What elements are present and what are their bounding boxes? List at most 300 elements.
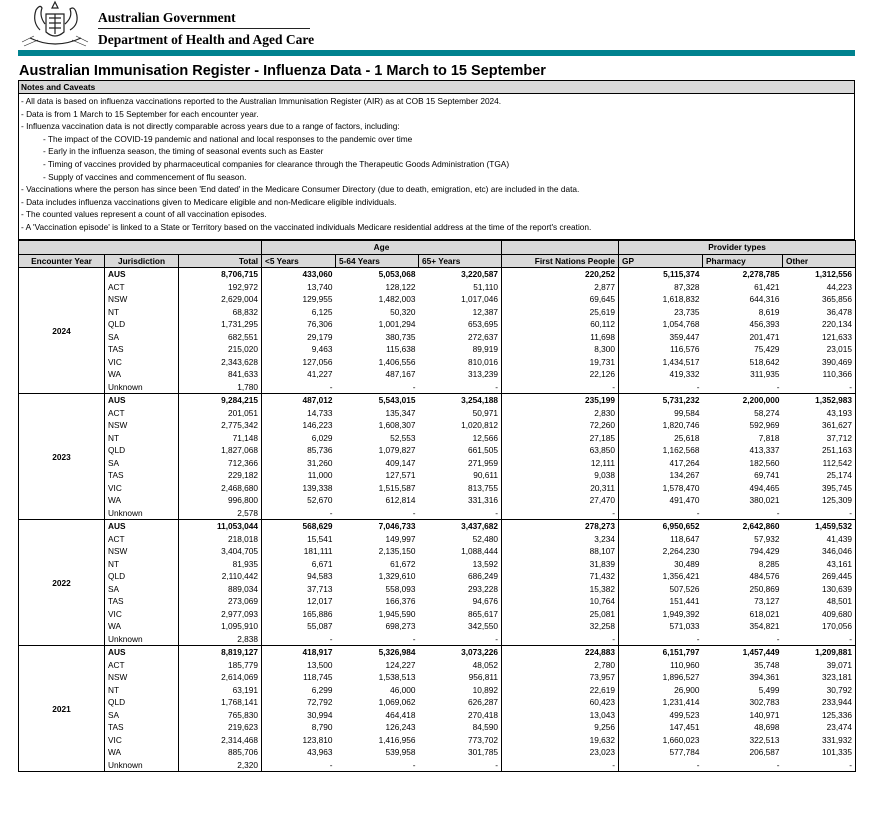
other-cell: 361,627 [783,419,856,432]
department-name: Department of Health and Aged Care [98,32,315,47]
other-cell: 25,174 [783,469,856,482]
accent-bar [18,50,855,56]
pharmacy-cell: - [703,633,783,646]
under5-cell: 14,733 [307,407,333,418]
coat-of-arms-icon [18,0,93,50]
pharmacy-header: Pharmacy [703,254,783,268]
other-cell: 121,633 [783,331,856,344]
table-row [19,633,856,646]
pharmacy-cell: 57,932 [754,533,780,544]
other-cell: 220,134 [783,318,856,331]
total-cell: 996,800 [179,494,262,507]
age-5-64-cell: 612,814 [385,495,416,506]
table-row [19,356,856,369]
age-5-64-cell: - [336,381,419,394]
first-nations-header: First Nations People [502,254,619,268]
age-65plus-cell: 10,892 [419,684,502,697]
other-cell: - [783,381,856,394]
other-cell: - [783,633,856,646]
first-nations-cell: 2,877 [502,281,619,294]
age-5-64-cell: 5,543,015 [336,394,419,407]
encounter-year-cell: 2022 [19,520,105,646]
blank-header-cell [19,241,262,255]
pharmacy-cell: - [703,759,783,772]
jurisdiction-cell: AUS [105,646,179,659]
jurisdiction-cell: NT [105,684,179,697]
jurisdiction-cell: WA [105,746,179,759]
gp-cell: 1,162,568 [662,445,700,456]
age-65plus-cell: 12,387 [419,306,502,319]
pharmacy-cell: 75,429 [754,344,780,355]
pharmacy-cell: 518,642 [749,356,780,367]
under5-cell: 11,000 [307,470,333,481]
under5-cell: - [262,507,336,520]
jurisdiction-cell: SA [105,583,179,596]
age-65plus-cell: 272,637 [419,331,502,344]
other-cell: 23,015 [783,343,856,356]
pharmacy-cell: 58,274 [754,407,780,418]
gp-cell: 5,115,374 [619,268,703,281]
total-cell: 63,191 [179,684,262,697]
age-65plus-cell: - [419,759,502,772]
gp-cell: 1,896,527 [662,672,700,683]
other-cell: 39,071 [783,659,856,672]
pharmacy-cell: 794,429 [749,546,780,557]
first-nations-cell: 15,382 [502,583,619,596]
first-nations-cell: 73,957 [502,671,619,684]
age-5-64-cell: 5,053,068 [336,268,419,281]
age-5-64-cell: 1,538,513 [378,672,416,683]
jurisdiction-cell: TAS [105,595,179,608]
age-65plus-cell: 271,959 [419,457,502,470]
gp-cell: 151,441 [669,596,700,607]
pharmacy-cell: 322,513 [749,734,780,745]
jurisdiction-cell: NSW [105,293,179,306]
age-65plus-cell: 270,418 [419,709,502,722]
other-cell: 1,352,983 [783,394,856,407]
age-5-64-cell: 166,376 [385,596,416,607]
table-row [19,482,856,495]
age-5-64-cell: 539,958 [385,747,416,758]
age-65plus-cell: 90,611 [419,469,502,482]
total-cell: 185,779 [179,659,262,672]
gp-cell: 1,054,768 [662,319,700,330]
jurisdiction-cell: Unknown [105,633,179,646]
age-5-64-cell: 1,069,062 [378,697,416,708]
age-65plus-cell: 94,676 [419,595,502,608]
table-row [19,293,856,306]
note-item: - Data includes influenza vaccinations given to Medicare eligible and non-Medicare eligible individuals. [21,196,397,207]
total-cell: 2,320 [179,759,262,772]
jurisdiction-cell: ACT [105,407,179,420]
other-cell: 43,193 [783,407,856,420]
age-65plus-cell: 1,017,046 [419,293,502,306]
first-nations-cell: 27,470 [502,494,619,507]
note-item: - Early in the influenza season, the timing of seasonal events such as Easter [43,146,324,157]
gp-cell: 571,033 [669,621,700,632]
age-5-64-cell: 135,347 [385,407,416,418]
jurisdiction-cell: NT [105,306,179,319]
pharmacy-cell: 206,587 [749,747,780,758]
age-5-64-cell: 380,735 [385,331,416,342]
total-cell: 273,069 [179,595,262,608]
pharmacy-cell: 8,619 [758,306,780,317]
total-cell: 2,838 [179,633,262,646]
pharmacy-cell: 61,421 [754,281,780,292]
pharmacy-cell: 182,560 [749,457,780,468]
jurisdiction-cell: NT [105,432,179,445]
under5-cell: 55,087 [307,621,333,632]
total-cell: 1,095,910 [179,620,262,633]
jurisdiction-cell: QLD [105,444,179,457]
age-5-64-cell: 1,079,827 [378,445,416,456]
jurisdiction-cell: QLD [105,318,179,331]
age-65plus-cell: 661,505 [419,444,502,457]
first-nations-cell: 88,107 [502,545,619,558]
pharmacy-cell: - [703,381,783,394]
total-cell: 682,551 [179,331,262,344]
note-item: - Timing of vaccines provided by pharmaceutical companies for clearance through the Therapeutic Goods Administration (TGA) [43,158,510,169]
column-header-row [19,254,856,268]
under5-cell: 123,810 [302,734,333,745]
age-5-64-cell: 46,000 [390,684,416,695]
first-nations-cell: 9,256 [502,721,619,734]
table-row [19,570,856,583]
jurisdiction-cell: Unknown [105,381,179,394]
other-cell: 331,932 [783,734,856,747]
gp-cell: 1,820,746 [662,420,700,431]
first-nations-cell: - [502,759,619,772]
pharmacy-cell: 69,741 [754,470,780,481]
other-cell: 1,459,532 [783,520,856,533]
age-5-64-cell: 2,135,150 [378,546,416,557]
first-nations-cell: 60,423 [502,696,619,709]
under5-cell: 6,299 [311,684,333,695]
total-cell: 2,614,069 [179,671,262,684]
influenza-data-table [18,240,856,772]
age-5-64-cell: 698,273 [385,621,416,632]
gp-cell: 417,264 [669,457,700,468]
pharmacy-cell: 413,337 [749,445,780,456]
gp-cell: 134,267 [669,470,700,481]
pharmacy-cell: 48,698 [754,722,780,733]
under5-cell: 41,227 [307,369,333,380]
under5-cell: 13,740 [307,281,333,292]
age-5-64-cell: 558,093 [385,583,416,594]
other-header: Other [783,254,856,268]
age-5-64-cell: 409,147 [385,457,416,468]
gp-cell: 499,523 [669,709,700,720]
first-nations-cell: 72,260 [502,419,619,432]
age-5-64-cell: 1,416,956 [378,734,416,745]
gp-cell: 87,328 [674,281,700,292]
under5-cell: - [262,633,336,646]
other-cell: 125,336 [783,709,856,722]
age-5-64-cell: 124,227 [385,659,416,670]
blank-header-cell [502,241,619,255]
under5-cell: 30,994 [307,709,333,720]
first-nations-cell: 22,126 [502,368,619,381]
first-nations-cell: 2,830 [502,407,619,420]
table-row [19,558,856,571]
pharmacy-cell: 73,127 [754,596,780,607]
total-cell: 1,827,068 [179,444,262,457]
table-row [19,318,856,331]
total-cell: 229,182 [179,469,262,482]
pharmacy-cell: 592,969 [749,420,780,431]
age-5-64-cell: 149,997 [385,533,416,544]
table-row [19,306,856,319]
first-nations-cell: 32,258 [502,620,619,633]
total-cell: 2,343,628 [179,356,262,369]
age-65plus-cell: 3,220,587 [419,268,502,281]
under5-cell: 29,179 [307,331,333,342]
pharmacy-cell: 644,316 [749,294,780,305]
age-65plus-cell: 48,052 [419,659,502,672]
age-5-64-header: 5-64 Years [336,254,419,268]
table-row [19,721,856,734]
age-65plus-cell: 52,480 [419,533,502,546]
age-65plus-cell: 956,811 [419,671,502,684]
under5-cell: 13,500 [307,659,333,670]
total-cell: 215,020 [179,343,262,356]
under5-cell: 129,955 [302,294,333,305]
notes-box [18,80,855,240]
total-cell: 2,468,680 [179,482,262,495]
pharmacy-cell: 302,783 [749,697,780,708]
total-cell: 765,830 [179,709,262,722]
table-row [19,759,856,772]
jurisdiction-cell: NT [105,558,179,571]
under5-cell: 52,670 [307,495,333,506]
first-nations-cell: 63,850 [502,444,619,457]
under5-cell: 43,963 [307,747,333,758]
total-cell: 2,578 [179,507,262,520]
first-nations-cell: 20,311 [502,482,619,495]
first-nations-cell: 22,619 [502,684,619,697]
jurisdiction-cell: NSW [105,419,179,432]
age-5-64-cell: 126,243 [385,722,416,733]
gp-cell: 6,151,797 [619,646,703,659]
total-cell: 11,053,044 [179,520,262,533]
other-cell: 409,680 [783,608,856,621]
pharmacy-cell: 250,869 [749,583,780,594]
age-5-64-cell: 1,515,587 [378,482,416,493]
other-cell: 30,792 [783,684,856,697]
age-5-64-cell: 115,638 [386,344,416,355]
under5-cell: 568,629 [262,520,336,533]
table-row [19,457,856,470]
total-header: Total [179,254,262,268]
table-row [19,381,856,394]
age-5-64-cell: 464,418 [385,709,416,720]
under5-cell: 433,060 [262,268,336,281]
total-cell: 218,018 [179,533,262,546]
age-65plus-cell: 653,695 [419,318,502,331]
age-5-64-cell: 61,672 [390,558,416,569]
other-cell: 346,046 [783,545,856,558]
note-item: - A 'Vaccination episode' is linked to a State or Territory based on the vaccinated individuals Medicare residential address at the time of the report's creation. [21,221,592,232]
table-row [19,684,856,697]
other-cell: - [783,759,856,772]
gp-cell: 110,960 [670,659,700,670]
age-65plus-cell: 313,239 [419,368,502,381]
total-cell: 9,284,215 [179,394,262,407]
gp-cell: 99,584 [674,407,700,418]
encounter-year-header: Encounter Year [19,254,105,268]
pharmacy-cell: 618,021 [749,608,780,619]
age-65plus-cell: 3,254,188 [419,394,502,407]
gp-cell: 419,332 [669,369,700,380]
under5-cell: 118,745 [303,672,333,683]
table-row [19,331,856,344]
jurisdiction-cell: ACT [105,281,179,294]
age-65plus-cell: - [419,633,502,646]
total-cell: 1,780 [179,381,262,394]
table-row [19,746,856,759]
gp-cell: - [619,507,703,520]
gp-cell: 1,356,421 [662,571,700,582]
jurisdiction-cell: AUS [105,394,179,407]
age-65plus-cell: 13,592 [419,558,502,571]
pharmacy-cell: 140,971 [749,709,780,720]
jurisdiction-cell: ACT [105,533,179,546]
pharmacy-cell: 35,748 [754,659,780,670]
jurisdiction-cell: TAS [105,343,179,356]
jurisdiction-cell: SA [105,709,179,722]
gp-cell: 23,735 [674,306,700,317]
jurisdiction-cell: VIC [105,734,179,747]
other-cell: 36,478 [783,306,856,319]
pharmacy-cell: 2,642,860 [703,520,783,533]
note-item: - The counted values represent a count of all vaccination episodes. [21,209,267,220]
age-65plus-cell: 12,566 [419,432,502,445]
age-65plus-cell: 301,785 [419,746,502,759]
other-cell: 110,366 [783,368,856,381]
gp-cell: 359,447 [669,331,700,342]
gp-cell: 26,900 [674,684,700,695]
total-cell: 841,633 [179,368,262,381]
pharmacy-cell: 1,457,449 [703,646,783,659]
age-65plus-cell: - [419,507,502,520]
other-cell: - [783,507,856,520]
age-65plus-cell: 50,971 [419,407,502,420]
under5-cell: 139,338 [302,482,333,493]
other-cell: 395,745 [783,482,856,495]
jurisdiction-cell: WA [105,368,179,381]
age-5-64-cell: 7,046,733 [336,520,419,533]
provider-group-header: Provider types [619,241,856,255]
age-65plus-cell: 813,755 [419,482,502,495]
gp-cell: 30,489 [674,558,700,569]
gp-cell: 577,784 [669,747,700,758]
table-row [19,407,856,420]
other-cell: 233,944 [783,696,856,709]
gp-cell: 5,731,232 [619,394,703,407]
notes-heading: Notes and Caveats [19,81,854,94]
jurisdiction-cell: VIC [105,608,179,621]
notes-list [19,94,854,234]
total-cell: 2,314,468 [179,734,262,747]
header-divider [98,28,310,29]
other-cell: 269,445 [783,570,856,583]
age-5-64-cell: 5,326,984 [336,646,419,659]
encounter-year-cell: 2024 [19,268,105,394]
other-cell: 44,223 [783,281,856,294]
jurisdiction-cell: WA [105,494,179,507]
table-row [19,268,856,281]
jurisdiction-cell: NSW [105,545,179,558]
total-cell: 3,404,705 [179,545,262,558]
age-5-64-cell: 1,608,307 [378,420,416,431]
pharmacy-cell: 311,935 [750,369,780,380]
total-cell: 8,819,127 [179,646,262,659]
other-cell: 1,209,881 [783,646,856,659]
first-nations-cell: 278,273 [502,520,619,533]
pharmacy-cell: 394,361 [749,672,780,683]
age-65plus-cell: 626,287 [419,696,502,709]
jurisdiction-header: Jurisdiction [105,254,179,268]
gp-cell: 2,264,230 [662,546,700,557]
under5-cell: 76,306 [307,319,333,330]
note-item: - All data is based on influenza vaccinations reported to the Australian Immunisation Register (AIR) as at COB 15 September 2024. [21,96,502,106]
under5-header: <5 Years [262,254,336,268]
note-item: - Data is from 1 March to 15 September for each encounter year. [21,108,259,119]
age-65plus-cell: 89,919 [419,343,502,356]
age-65plus-cell: 1,020,812 [419,419,502,432]
total-cell: 2,775,342 [179,419,262,432]
table-row [19,583,856,596]
pharmacy-cell: 7,818 [758,432,780,443]
under5-cell: 85,736 [307,445,333,456]
gp-cell: 6,950,652 [619,520,703,533]
first-nations-cell: 25,619 [502,306,619,319]
jurisdiction-cell: Unknown [105,759,179,772]
age-5-64-cell: 1,329,610 [378,571,416,582]
age-5-64-cell: 52,553 [390,432,416,443]
age-5-64-cell: 50,320 [390,306,416,317]
encounter-year-cell: 2023 [19,394,105,520]
jurisdiction-cell: VIC [105,482,179,495]
table-row [19,281,856,294]
note-item: - The impact of the COVID-19 pandemic and national and local responses to the pandemic over time [43,133,413,144]
total-cell: 71,148 [179,432,262,445]
gp-cell: 1,578,470 [662,482,700,493]
jurisdiction-cell: NSW [105,671,179,684]
age-5-64-cell: 1,001,294 [378,319,416,330]
first-nations-cell: 71,432 [502,570,619,583]
table-row [19,432,856,445]
gp-cell: 1,618,832 [662,294,700,305]
first-nations-cell: 224,883 [502,646,619,659]
jurisdiction-cell: QLD [105,570,179,583]
under5-cell: 181,111 [303,546,333,557]
table-row [19,696,856,709]
first-nations-cell: 9,038 [502,469,619,482]
gp-cell: 507,526 [669,583,700,594]
under5-cell: - [262,759,336,772]
under5-cell: 146,223 [302,420,333,431]
other-cell: 170,056 [783,620,856,633]
first-nations-cell: - [502,507,619,520]
age-65plus-header: 65+ Years [419,254,502,268]
age-65plus-cell: 342,550 [419,620,502,633]
under5-cell: 12,017 [307,596,333,607]
first-nations-cell: 25,081 [502,608,619,621]
gp-cell: - [619,381,703,394]
total-cell: 885,706 [179,746,262,759]
total-cell: 8,706,715 [179,268,262,281]
